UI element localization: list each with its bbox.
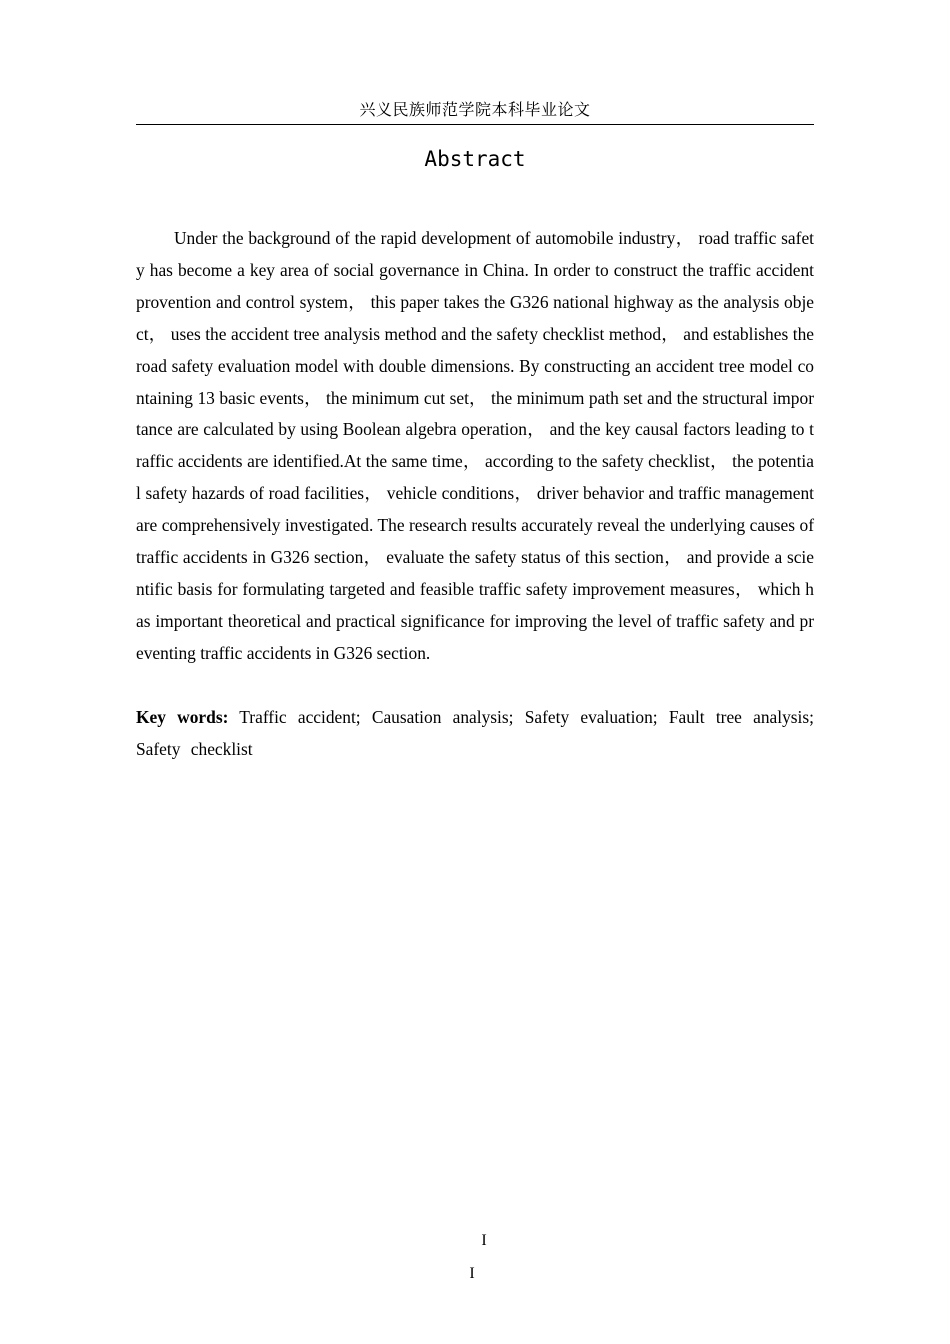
abstract-heading: Abstract	[424, 147, 526, 171]
running-header: 兴义民族师范学院本科毕业论文	[359, 100, 591, 119]
keywords-paragraph	[136, 702, 814, 766]
keywords-label: Key words:	[136, 707, 229, 727]
page-number-secondary: I	[469, 1265, 475, 1282]
keywords-text: Traffic accident; Causation analysis; Safety evaluation; Fault tree analysis; Safety checklist	[136, 707, 814, 759]
header-divider	[136, 124, 814, 125]
abstract-body: Under the background of the rapid development of automobile industry， road traffic safety has become a key area of social governance in China. In order to construct the traffic accident provention and control system， this paper takes the G326 national highway as the analysis object， uses the accident tree analysis method and the safety checklist method， and establishes the road safety evaluation model with double dimensions. By constructing an accident tree model containing 13 basic events， the minimum cut set， the minimum path set and the structural importance are calculated by using Boolean algebra operation， and the key causal factors leading to traffic accidents are identified.At the same time， according to the safety checklist， the potential safety hazards of road facilities， vehicle conditions， driver behavior and traffic management are comprehensively investigated. The research results accurately reveal the underlying causes of traffic accidents in G326 section， evaluate the safety status of this section， and provide a scientific basis for formulating targeted and feasible traffic safety improvement measures， which has important theoretical and practical significance for improving the level of traffic safety and preventing traffic accidents in G326 section.	[136, 228, 814, 663]
page-number: I	[481, 1232, 487, 1249]
